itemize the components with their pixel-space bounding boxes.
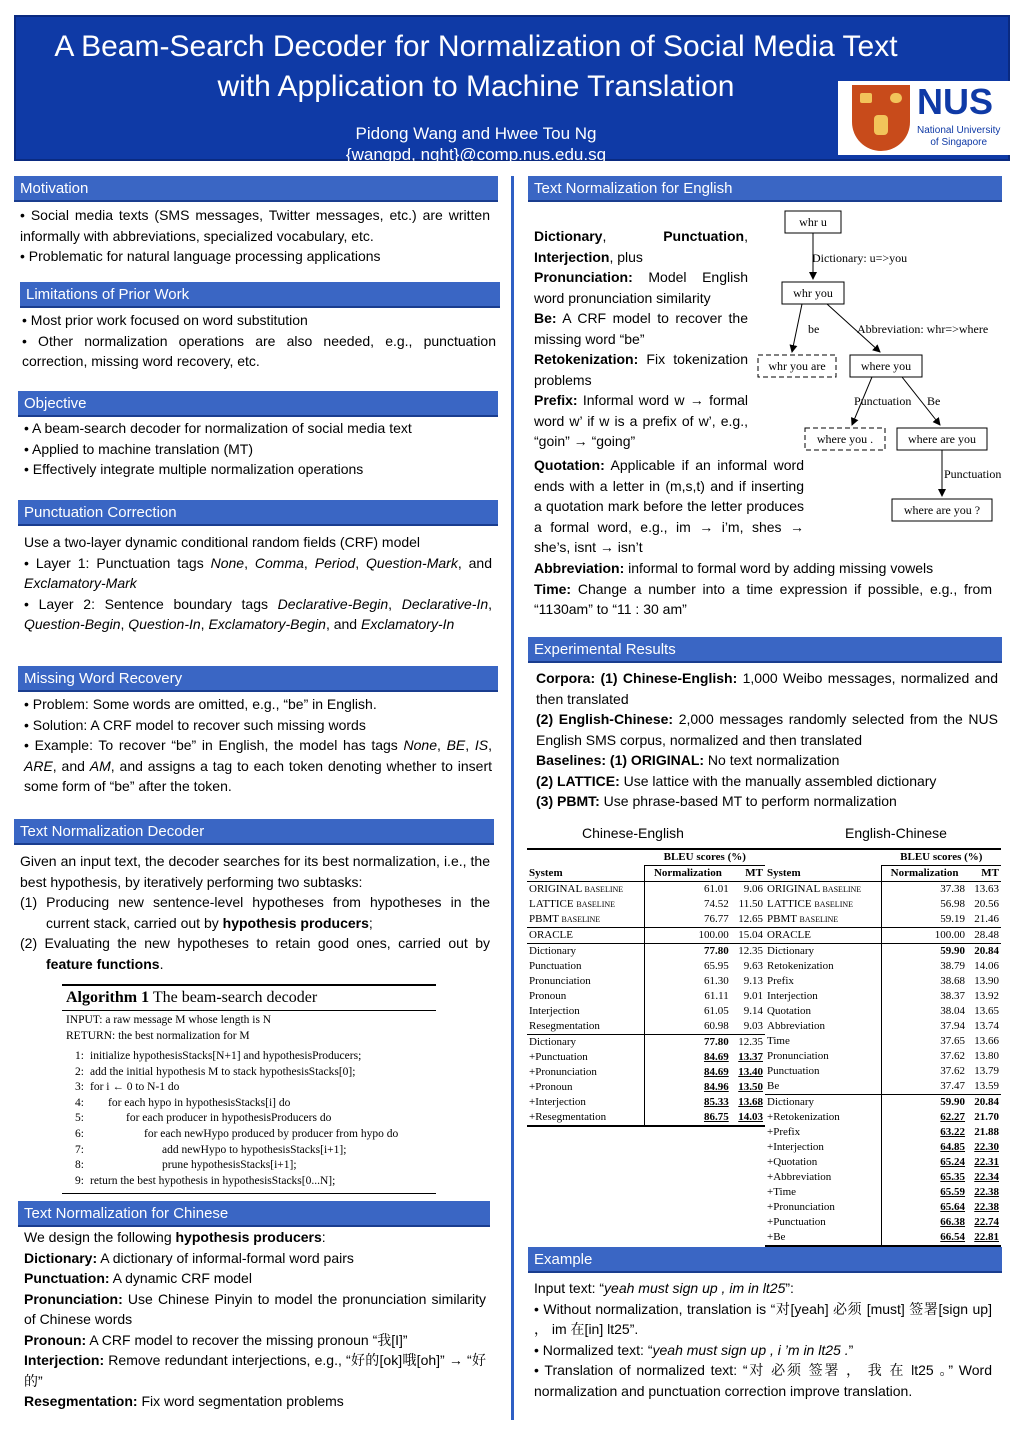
title-line-2: with Application to Machine Translation [217, 70, 735, 103]
section-objective: Objective [18, 391, 498, 417]
objective-bullet: • A beam-search decoder for normalization of social media text [24, 420, 412, 436]
edge-label: Abbreviation: whr=>where [857, 322, 989, 336]
node-label: where are you [908, 432, 976, 446]
english-text-upper [534, 226, 748, 452]
chinese-intro: We design the following hypothesis producers: [24, 1229, 326, 1245]
decoder-step-1: (1) Producing new sentence-level hypotheses from hypotheses in the current stack, carried out by hypothesis producers; [20, 894, 490, 931]
table-row: Pronoun 61.11 9.01 [529, 990, 763, 1002]
algorithm-line: 2: add the initial hypothesis M to stack hypothesisStacks[0]; [75, 1065, 356, 1078]
producer-item: Resegmentation: Fix word segmentation problems [24, 1393, 344, 1409]
email: {wangpd, nght}@comp.nus.edu.sg [345, 145, 607, 164]
corpora-2: (2) English-Chinese: 2,000 messages randomly selected from the NUS English SMS corpus, normalized and then translated [536, 711, 998, 748]
producer-item: Punctuation: A dynamic CRF model [24, 1270, 252, 1286]
section-limitations: Limitations of Prior Work [20, 282, 500, 308]
objective-bullet: • Applied to machine translation (MT) [24, 440, 254, 457]
table-header: Normalization [645, 866, 731, 882]
baseline-2: (2) LATTICE: Use lattice with the manually assembled dictionary [536, 772, 937, 789]
table-row: +Interjection 64.85 22.30 [767, 1141, 999, 1153]
table-row: +Interjection 85.33 13.68 [529, 1096, 763, 1108]
table-row: Prefix 38.68 13.90 [767, 975, 999, 987]
table-ce-label: Chinese-English [582, 825, 684, 841]
example-bullet: • Normalized text: “yeah must sign up , i ’m in lt25 .” [534, 1341, 854, 1358]
example-bullet: • Without normalization, translation is “对[yeah] 必须 [must] 签署[sign up] ， im 在[in] lt25”. [534, 1300, 992, 1337]
table-row: +Punctuation 84.69 13.37 [529, 1051, 763, 1063]
node-label: whr you [793, 286, 833, 300]
table-row: Pronunciation 61.30 9.13 [529, 975, 763, 987]
node-label: where you [860, 359, 912, 373]
table-row: +Pronunciation 84.69 13.40 [529, 1066, 763, 1078]
table-row: Punctuation 65.95 9.63 [529, 960, 763, 972]
edge-label: Be [927, 394, 941, 408]
table-row: Interjection 61.05 9.14 [529, 1005, 763, 1017]
punctuation-layer1: • Layer 1: Punctuation tags None, Comma, Period, Question-Mark, and Exclamatory-Mark [24, 554, 492, 591]
table-row: ORIGINAL baseline 37.38 13.63 [767, 883, 999, 895]
table-row: +Prefix 63.22 21.88 [767, 1126, 999, 1138]
section-decoder: Text Normalization Decoder [14, 819, 494, 845]
algorithm-box [62, 984, 436, 1194]
edge-label: Punctuation [944, 467, 1002, 481]
decoder-text [20, 851, 490, 974]
chinese-text [24, 1227, 486, 1412]
section-motivation: Motivation [14, 176, 498, 202]
logo-subtitle: National University of Singapore [917, 125, 1001, 148]
punctuation-text [24, 532, 492, 635]
table-header: System [529, 866, 563, 879]
objective-text [24, 418, 494, 480]
table-row: ORACLE 100.00 28.48 [765, 928, 1001, 944]
algorithm-title: Algorithm 1 The beam-search decoder [62, 984, 436, 1011]
table-row: +Retokenization 62.27 21.70 [767, 1111, 999, 1123]
table-row: Pronunciation 37.62 13.80 [767, 1050, 999, 1062]
normalization-diagram [752, 206, 1016, 526]
table-row: Dictionary 77.80 12.35 [529, 945, 763, 957]
table-header: BLEU scores (%) [882, 849, 1001, 866]
algorithm-line: 5: for each producer in hypothesisProducers do [75, 1112, 332, 1125]
table-row: +Quotation 65.24 22.31 [767, 1156, 999, 1168]
algorithm-line: 6: for each newHypo produced by producer from hypo do [75, 1127, 399, 1140]
motivation-text [20, 205, 490, 267]
section-chinese: Text Normalization for Chinese [18, 1201, 490, 1227]
table-row: LATTICE baseline 56.98 20.56 [767, 898, 999, 910]
nus-logo [838, 81, 1010, 155]
producer-item: Abbreviation: informal to formal word by adding missing vowels [534, 560, 934, 576]
motivation-bullet: • Social media texts (SMS messages, Twitter messages, etc.) are written informally with abbreviations, specialized vocabulary, etc. [20, 207, 490, 244]
table-row: PBMT baseline 59.19 21.46 [765, 912, 1001, 928]
table-row: Interjection 38.37 13.92 [767, 990, 999, 1002]
table-row: Quotation 38.04 13.65 [767, 1005, 999, 1017]
table-row: +Resegmentation 86.75 14.03 [527, 1110, 765, 1126]
decoder-step-2: (2) Evaluating the new hypotheses to retain good ones, carried out by feature functions. [20, 935, 490, 972]
english-intro: Dictionary, Punctuation, Interjection, plus [534, 228, 748, 265]
table-header: Normalization [882, 866, 967, 882]
results-table-chinese-english [527, 848, 765, 1127]
section-english: Text Normalization for English [528, 176, 1002, 202]
algorithm-return: RETURN: the best normalization for M [66, 1030, 250, 1042]
algorithm-line: 9: return the best hypothesis in hypothesisStacks[0...N]; [75, 1174, 336, 1187]
table-row: +Be 66.54 22.81 [765, 1230, 1001, 1246]
table-row: Dictionary 77.80 12.35 [529, 1036, 763, 1048]
producer-item: Time: Change a number into a time expression if possible, e.g., from “1130am” to “11 : 30 am” [534, 580, 992, 617]
algorithm-lines [62, 1049, 436, 1194]
missing-bullet: • Example: To recover “be” in English, the model has tags None, BE, IS, ARE, and AM, and assigns a tag to each token denoting whether to insert some form of “be” after the token. [24, 737, 493, 794]
missing-word-text [24, 694, 492, 797]
chinese-producer-list [24, 1248, 486, 1412]
table-row: Punctuation 37.62 13.79 [767, 1065, 999, 1077]
table-header: MT [745, 867, 763, 879]
baseline-3: (3) PBMT: Use phrase-based MT to perform normalization [536, 793, 897, 809]
title-line-1: A Beam-Search Decoder for Normalization of Social Media Text [54, 30, 898, 63]
limitations-text [22, 310, 496, 372]
producer-item: Quotation: Applicable if an informal word ends with a letter in (m,s,t) and if inserting a quotation mark before the letter produces a formal word, e.g., im → i’m, shes → she’s, isnt → isn’t [534, 457, 804, 555]
decoder-intro: Given an input text, the decoder searches for its best normalization, i.e., the best hypothesis, by iteratively performing two subtasks: [20, 853, 490, 890]
node-label: where you . [816, 432, 874, 446]
example-input: Input text: “yeah must sign up , im in lt25”: [534, 1280, 794, 1296]
example-bullet: • Translation of normalized text: “对 必须 签署 ， 我 在 lt25 。” Word normalization and punctuation correction improve translation. [534, 1362, 992, 1399]
algorithm-input: INPUT: a raw message M whose length is N [66, 1014, 272, 1026]
producer-item: Pronunciation: Use Chinese Pinyin to model the pronunciation similarity of Chinese words [24, 1290, 486, 1327]
table-row: +Pronoun 84.96 13.50 [529, 1081, 763, 1093]
table-ec-label: English-Chinese [845, 825, 947, 841]
authors: Pidong Wang and Hwee Tou Ng [355, 124, 597, 143]
node-label: whr u [799, 215, 827, 229]
section-results: Experimental Results [528, 637, 1002, 663]
table-row: Abbreviation 37.94 13.74 [767, 1020, 999, 1032]
logo-wordmark: NUS [917, 81, 994, 122]
results-table-english-chinese [765, 848, 1001, 1247]
table-row: ORIGINAL baseline 61.01 9.06 [529, 883, 763, 895]
producer-item: Dictionary: A dictionary of informal-formal word pairs [24, 1249, 354, 1266]
corpora-1: Corpora: (1) Chinese-English: 1,000 Weibo messages, normalized and then translated [536, 670, 998, 707]
algorithm-line: 4: for each hypo in hypothesisStacks[i] do [75, 1096, 291, 1109]
table-row: Dictionary 59.90 20.84 [767, 1096, 999, 1108]
missing-bullet: • Solution: A CRF model to recover such missing words [24, 716, 366, 733]
english-producer-list [534, 267, 748, 452]
table-row: +Abbreviation 65.35 22.34 [767, 1171, 999, 1183]
punctuation-intro: Use a two-layer dynamic conditional random fields (CRF) model [24, 534, 421, 550]
section-example: Example [528, 1247, 1002, 1273]
missing-bullet: • Problem: Some words are omitted, e.g., “be” in English. [24, 696, 377, 712]
baseline-1: Baselines: (1) ORIGINAL: No text normalization [536, 752, 840, 768]
table-row: +Time 65.59 22.38 [767, 1186, 999, 1198]
producer-item: Pronoun: A CRF model to recover the missing pronoun “我[I]” [24, 1331, 408, 1348]
section-missing-word: Missing Word Recovery [18, 666, 498, 692]
edge-label: be [808, 322, 820, 336]
limitations-bullet: • Most prior work focused on word substitution [22, 312, 308, 328]
punctuation-layer2: • Layer 2: Sentence boundary tags Declarative-Begin, Declarative-In, Question-Begin, Question-In, Exclamatory-Begin, and Exclamatory-In [24, 595, 493, 632]
algorithm-line: 3: for i ← 0 to N-1 do [75, 1081, 180, 1094]
algorithm-line: 7: add newHypo to hypothesisStacks[i+1]; [75, 1143, 347, 1156]
table-row: ORACLE 100.00 15.04 [527, 928, 765, 944]
table-row: PBMT baseline 76.77 12.65 [527, 912, 765, 928]
results-text [536, 668, 998, 812]
table-row: Resegmentation 60.98 9.03 [527, 1019, 765, 1035]
objective-bullet: • Effectively integrate multiple normalization operations [24, 461, 364, 477]
limitations-bullet: • Other normalization operations are also needed, e.g., punctuation correction, missing word recovery, etc. [22, 332, 496, 369]
producer-item: Retokenization: Fix tokenization problems [534, 351, 748, 388]
edge-label: Dictionary: u=>you [812, 251, 908, 265]
english-producer-list [534, 558, 992, 620]
edge [792, 304, 802, 352]
table-row: +Pronunciation 65.64 22.38 [767, 1201, 999, 1213]
algorithm-line: 1: initialize hypothesisStacks[N+1] and hypothesisProducers; [75, 1050, 362, 1062]
table-header: System [767, 866, 801, 879]
table-header: BLEU scores (%) [645, 849, 765, 866]
node-label: where are you ? [903, 503, 981, 517]
section-punctuation: Punctuation Correction [18, 500, 498, 526]
column-divider [511, 176, 514, 1420]
table-row: Retokenization 38.79 14.06 [767, 960, 999, 972]
edge-label: Punctuation [854, 394, 912, 408]
node-label: whr you are [768, 359, 826, 373]
producer-item: Pronunciation: Model English word pronunciation similarity [534, 269, 748, 306]
algorithm-line: 8: prune hypothesisStacks[i+1]; [75, 1159, 297, 1172]
table-row: Be 37.47 13.59 [765, 1079, 1001, 1095]
table-header: MT [981, 867, 999, 879]
motivation-bullet: • Problematic for natural language processing applications [20, 248, 381, 264]
crest-icon [852, 85, 910, 151]
poster-header [14, 15, 1010, 164]
producer-item: Be: A CRF model to recover the missing word “be” [534, 310, 748, 347]
table-row: Dictionary 59.90 20.84 [767, 945, 999, 957]
example-text [534, 1278, 992, 1401]
producer-item: Prefix: Informal word w → formal word w’ if w is a prefix of w’, e.g., “goin” → “going” [534, 392, 748, 449]
poster-title [16, 27, 936, 107]
producer-item: Interjection: Remove redundant interjections, e.g., “好的[ok]哦[oh]” → “好的” [24, 1352, 486, 1389]
table-row: +Punctuation 66.38 22.74 [767, 1216, 999, 1228]
table-row: Time 37.65 13.66 [767, 1035, 999, 1047]
table-row: LATTICE baseline 74.52 11.50 [529, 898, 763, 910]
